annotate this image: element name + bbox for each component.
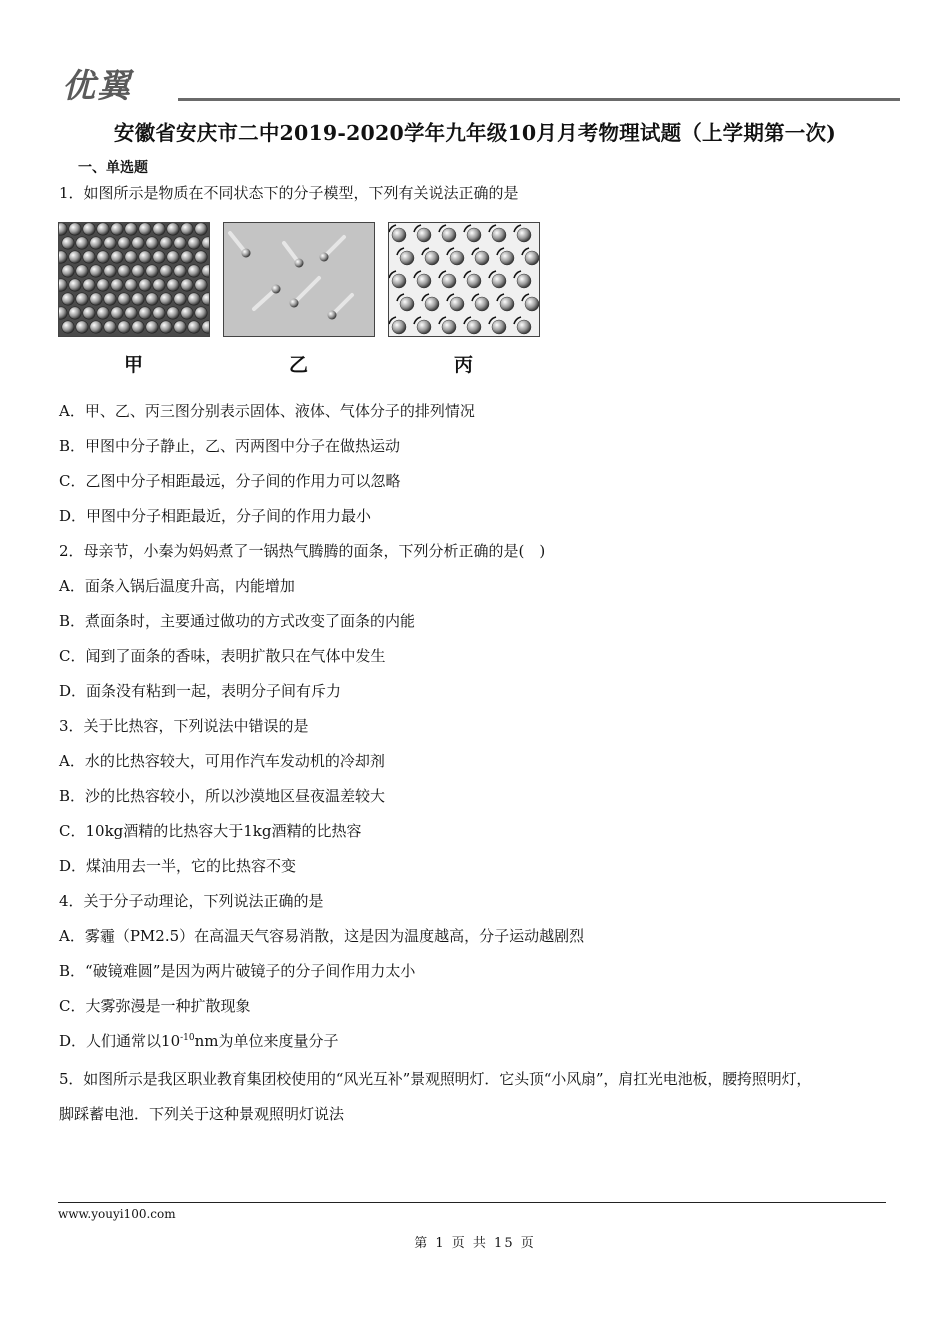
q4-option-d-suffix: nm为单位来度量分子 bbox=[194, 1032, 339, 1050]
molecule-figures bbox=[58, 222, 542, 337]
q4-option-d-exponent: -10 bbox=[180, 1033, 195, 1043]
footer-rule bbox=[58, 1202, 886, 1203]
q2-option-a: A．面条入锅后温度升高，内能增加 bbox=[59, 577, 295, 595]
caption-bing: 丙 bbox=[454, 354, 474, 376]
solid-molecule-figure bbox=[58, 222, 210, 337]
q3-stem: 3．关于比热容，下列说法中错误的是 bbox=[59, 717, 309, 735]
q1-option-c: C．乙图中分子相距最远，分子间的作用力可以忽略 bbox=[59, 472, 401, 490]
q2-stem: 2．母亲节，小秦为妈妈煮了一锅热气腾腾的面条，下列分析正确的是( ) bbox=[59, 542, 546, 560]
q4-option-d bbox=[59, 1030, 339, 1051]
caption-jia: 甲 bbox=[124, 354, 144, 376]
logo-text: 优翼 bbox=[62, 66, 132, 105]
q2-option-c: C．闻到了面条的香味，表明扩散只在气体中发生 bbox=[59, 647, 386, 665]
logo bbox=[62, 66, 182, 106]
liquid-molecule-figure bbox=[223, 222, 375, 337]
q3-option-d: D．煤油用去一半，它的比热容不变 bbox=[59, 857, 297, 875]
q1-option-b: B．甲图中分子静止，乙、丙两图中分子在做热运动 bbox=[59, 437, 401, 455]
header-rule bbox=[178, 98, 900, 101]
q5-stem-line1: 5．如图所示是我区职业教育集团校使用的“风光互补”景观照明灯．它头顶“小风扇”，肩扛光电池板，腰挎照明灯， bbox=[59, 1070, 812, 1088]
q4-option-b: B．“破镜难圆”是因为两片破镜子的分子间作用力太小 bbox=[59, 962, 416, 980]
section-heading: 一、单选题 bbox=[78, 160, 148, 176]
q3-option-b: B．沙的比热容较小，所以沙漠地区昼夜温差较大 bbox=[59, 787, 386, 805]
q1-option-a: A．甲、乙、丙三图分别表示固体、液体、气体分子的排列情况 bbox=[59, 402, 475, 420]
q1-stem: 1．如图所示是物质在不同状态下的分子模型，下列有关说法正确的是 bbox=[59, 184, 519, 202]
q3-option-a: A．水的比热容较大，可用作汽车发动机的冷却剂 bbox=[59, 752, 385, 770]
q4-stem: 4．关于分子动理论，下列说法正确的是 bbox=[59, 892, 324, 910]
q2-option-d: D．面条没有粘到一起，表明分子间有斥力 bbox=[59, 682, 342, 700]
q4-option-d-prefix: D．人们通常以10 bbox=[59, 1032, 181, 1050]
page-title: 安徽省安庆市二中2019-2020学年九年级10月月考物理试题（上学期第一次) bbox=[113, 121, 837, 145]
q4-option-a: A．雾霾（PM2.5）在高温天气容易消散，这是因为温度越高，分子运动越剧烈 bbox=[59, 927, 585, 945]
q1-option-d: D．甲图中分子相距最近，分子间的作用力最小 bbox=[59, 507, 372, 525]
q5-stem-line2: 脚踩蓄电池．下列关于这种景观照明灯说法 bbox=[59, 1105, 345, 1123]
gas-molecule-figure bbox=[388, 222, 540, 337]
q4-option-c: C．大雾弥漫是一种扩散现象 bbox=[59, 997, 251, 1015]
q2-option-b: B．煮面条时，主要通过做功的方式改变了面条的内能 bbox=[59, 612, 416, 630]
caption-yi: 乙 bbox=[289, 354, 309, 376]
page-number: 第 1 页 共 15 页 bbox=[414, 1236, 536, 1251]
q3-option-c: C．10kg酒精的比热容大于1kg酒精的比热容 bbox=[59, 822, 362, 840]
footer-site: www.youyi100.com bbox=[58, 1207, 176, 1221]
